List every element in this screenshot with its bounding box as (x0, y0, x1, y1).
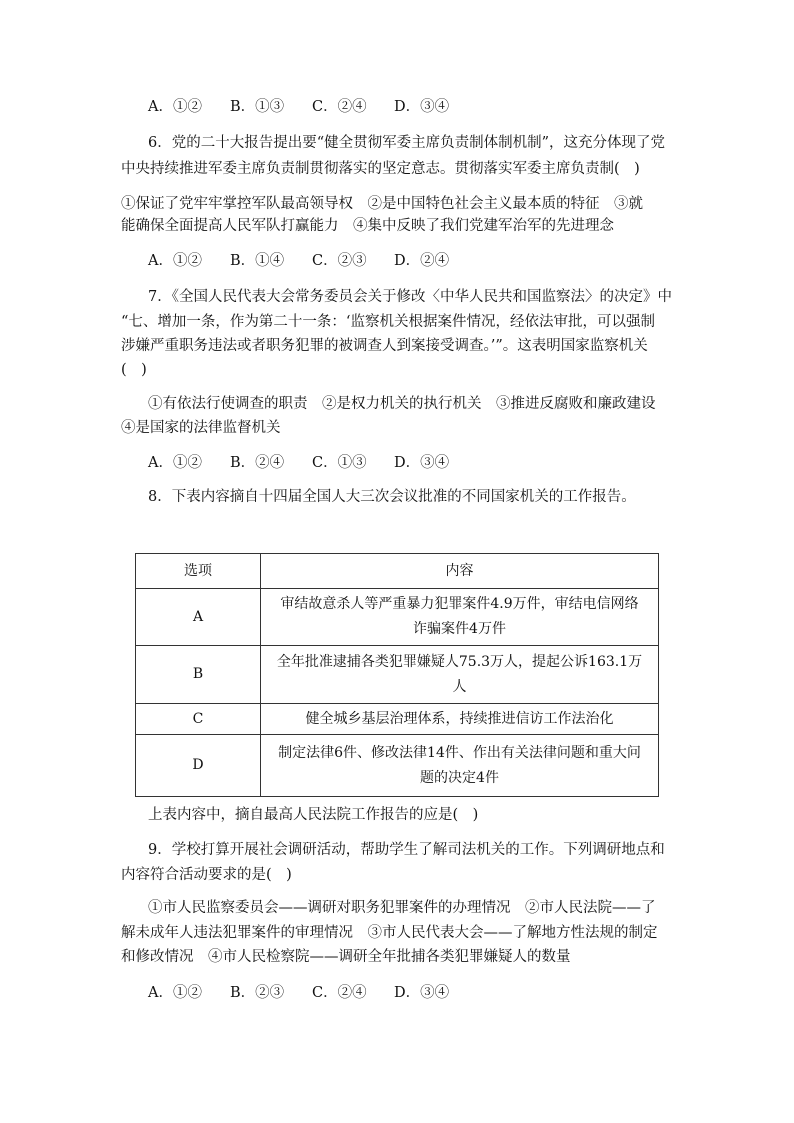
content-line: 人 (452, 678, 467, 695)
q9-choice-line-3: 和修改情况 ④市人民检察院——调研全年批捕各类犯罪嫌疑人的数量 (121, 949, 571, 965)
q5-option-d: D．③④ (394, 99, 450, 115)
q8-question: 上表内容中，摘自最高人民法院工作报告的应是( ) (148, 807, 479, 823)
work-report-table (135, 553, 659, 797)
q6-option-a: A．①② (148, 253, 202, 269)
q6-choice-line-2: 能确保全面提高人民军队打赢能力 ④集中反映了我们党建军治军的先进理念 (121, 218, 614, 234)
table-cell-content (261, 589, 659, 646)
q9-choice-line-2: 解未成年人违法犯罪案件的审理情况 ③市人民代表大会——了解地方性法规的制定 (121, 925, 658, 941)
q9-option-a: A．①② (148, 985, 202, 1001)
table-cell-content (261, 646, 659, 704)
q6-choice-line-1: ①保证了党牢牢掌控军队最高领导权 ②是中国特色社会主义最本质的特征 ③就 (121, 196, 643, 212)
q9-option-d: D．③④ (394, 985, 450, 1001)
content-line: 审结故意杀人等严重暴力犯罪案件4.9万件，审结电信网络 (280, 596, 639, 612)
table-header-content: 内容 (261, 554, 659, 589)
q9-stem-line-2: 内容符合活动要求的是( ) (121, 867, 292, 883)
q6-option-b: B．①④ (230, 253, 285, 269)
table-row (136, 589, 659, 646)
table-cell-option: C (136, 704, 261, 735)
q7-option-b: B．②④ (230, 455, 285, 471)
content-line: 全年批准逮捕各类犯罪嫌疑人75.3万人，提起公诉163.1万 (276, 653, 643, 670)
table-cell-content (261, 704, 659, 735)
q6-option-c: C．②③ (312, 253, 367, 269)
content-line: 健全城乡基层治理体系，持续推进信访工作法治化 (305, 710, 614, 727)
q7-option-d: D．③④ (394, 455, 450, 471)
q6-stem-line-1: 6．党的二十大报告提出要“健全贯彻军委主席负责制体制机制”，这充分体现了党 (148, 135, 666, 151)
q9-stem-line-1: 9．学校打算开展社会调研活动，帮助学生了解司法机关的工作。下列调研地点和 (148, 842, 665, 858)
table-row (136, 646, 659, 704)
table-row (136, 704, 659, 735)
q8-stem: 8．下表内容摘自十四届全国人大三次会议批准的不同国家机关的工作报告。 (148, 489, 636, 505)
q7-option-a: A．①② (148, 455, 202, 471)
q7-stem-line-1: 7．《全国人民代表大会常务委员会关于修改〈中华人民共和国监察法〉的决定》中 (148, 289, 672, 305)
table-cell-content (261, 735, 659, 797)
q7-choice-line-1: ①有依法行使调查的职责 ②是权力机关的执行机关 ③推进反腐败和廉政建设 (148, 396, 656, 412)
q7-options (148, 453, 449, 473)
q5-options (148, 97, 449, 117)
q7-option-c: C．①③ (312, 455, 367, 471)
table-cell-option: B (136, 646, 261, 704)
q9-options (148, 983, 449, 1003)
q6-stem-line-2: 中央持续推进军委主席负责制贯彻落实的坚定意志。贯彻落实军委主席负责制( ) (121, 161, 640, 177)
table-cell-option: D (136, 735, 261, 797)
q7-choice-line-2: ④是国家的法律监督机关 (121, 420, 281, 436)
content-line: 制定法律6件、修改法律14件、作出有关法律问题和重大问 (278, 744, 641, 761)
q7-stem-line-4: ( ) (121, 362, 147, 378)
content-line: 题的决定4件 (420, 769, 499, 786)
q6-options (148, 251, 449, 271)
q7-stem-line-3: 涉嫌严重职务违法或者职务犯罪的被调查人到案接受调查。’”。这表明国家监察机关 (121, 338, 648, 354)
q5-option-c: C．②④ (312, 99, 367, 115)
table-header-option: 选项 (136, 554, 261, 589)
q5-option-b: B．①③ (230, 99, 285, 115)
content-line: 诈骗案件4万件 (413, 621, 506, 637)
table-row (136, 735, 659, 797)
q5-option-a: A．①② (148, 99, 202, 115)
table-cell-option: A (136, 589, 261, 646)
q9-option-c: C．②④ (312, 985, 367, 1001)
q9-choice-line-1: ①市人民监察委员会——调研对职务犯罪案件的办理情况 ②市人民法院——了 (148, 900, 656, 916)
q9-option-b: B．②③ (230, 985, 285, 1001)
table-header-row (136, 554, 659, 589)
q6-option-d: D．②④ (394, 253, 450, 269)
q7-stem-line-2: “七、增加一条，作为第二十一条：‘监察机关根据案件情况，经依法审批，可以强制 (121, 314, 656, 330)
